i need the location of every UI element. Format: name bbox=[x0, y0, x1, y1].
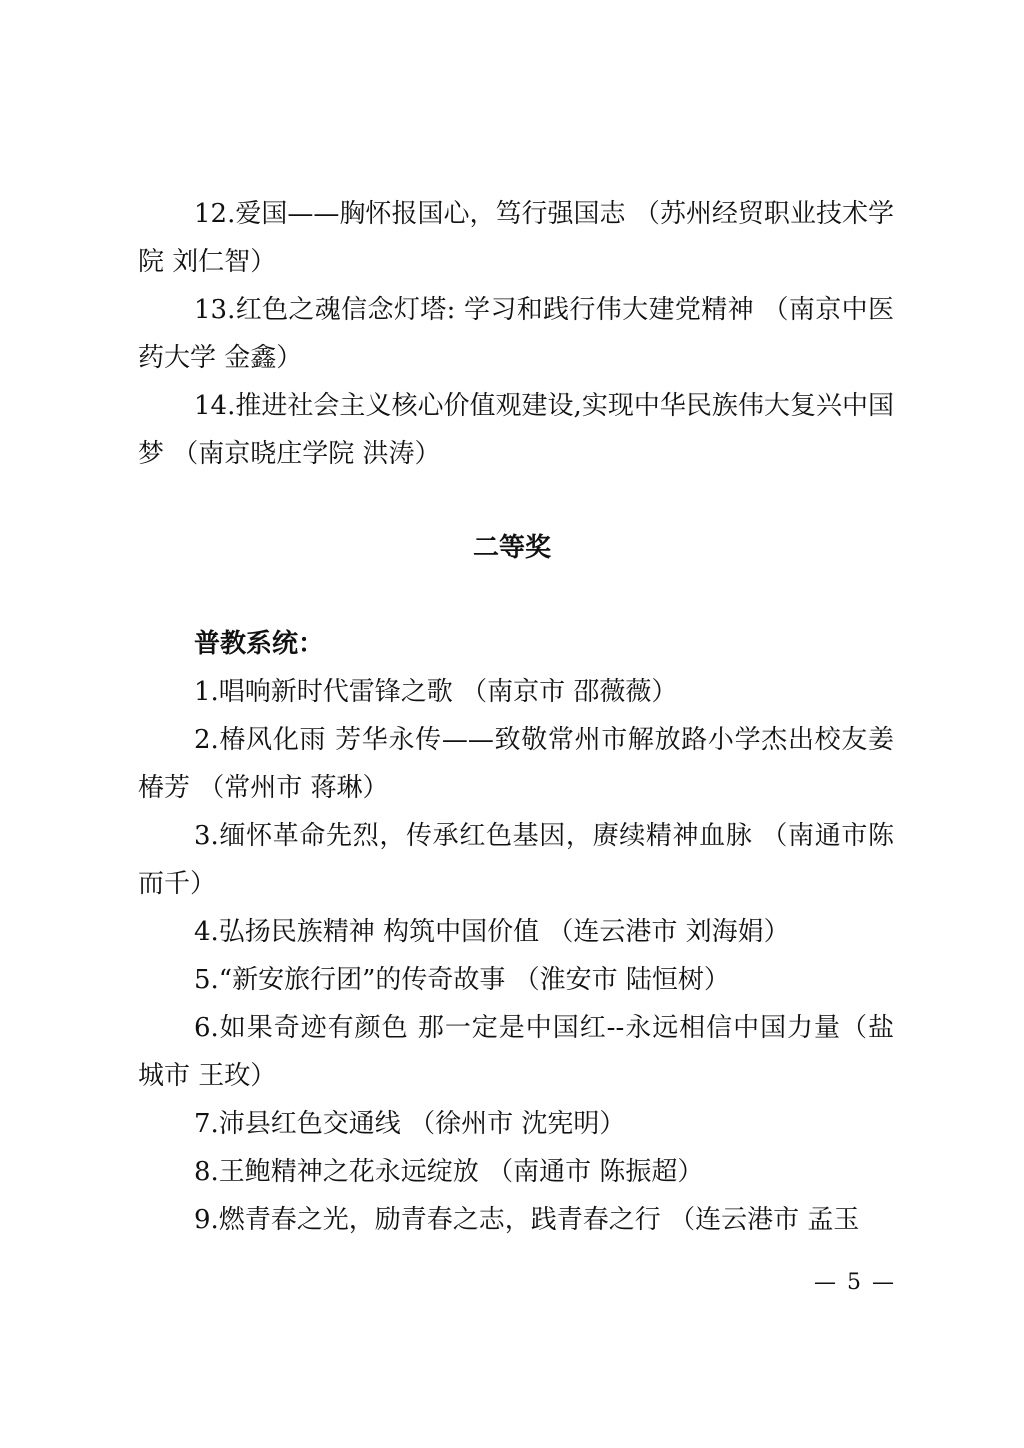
list-item: 14.推进社会主义核心价值观建设,实现中华民族伟大复兴中国梦 （南京晓庄学院 洪涛） bbox=[138, 391, 894, 469]
list-item: 12.爱国——胸怀报国心，笃行强国志 （苏州经贸职业技术学院 刘仁智） bbox=[138, 199, 894, 277]
list-item: 1.唱响新时代雷锋之歌 （南京市 邵薇薇） bbox=[194, 677, 678, 707]
list-item: 8.王鲍精神之花永远绽放 （南通市 陈振超） bbox=[194, 1157, 704, 1187]
first-prize-list-continued bbox=[138, 190, 894, 478]
list-item: 3.缅怀革命先烈，传承红色基因，赓续精神血脉 （南通市陈而千） bbox=[138, 821, 894, 899]
page-number: — 5 — bbox=[814, 1270, 896, 1295]
list-item: 2.椿风化雨 芳华永传——致敬常州市解放路小学杰出校友姜椿芳 （常州市 蒋琳） bbox=[138, 725, 894, 803]
list-item: 4.弘扬民族精神 构筑中国价值 （连云港市 刘海娟） bbox=[194, 917, 790, 947]
second-prize-list bbox=[138, 620, 894, 1244]
list-item: 13.红色之魂信念灯塔: 学习和践行伟大建党精神 （南京中医药大学 金鑫） bbox=[138, 295, 894, 373]
list-item: 5.“新安旅行团”的传奇故事 （淮安市 陆恒树） bbox=[194, 965, 730, 995]
category-heading: 普教系统： bbox=[194, 629, 325, 659]
award-heading: 二等奖 bbox=[472, 533, 551, 563]
list-item: 6.如果奇迹有颜色 那一定是中国红--永远相信中国力量（盐城市 王玫） bbox=[138, 1013, 894, 1091]
list-item: 7.沛县红色交通线 （徐州市 沈宪明） bbox=[194, 1109, 626, 1139]
list-item: 9.燃青春之光，励青春之志，践青春之行 （连云港市 孟玉 bbox=[194, 1205, 860, 1235]
